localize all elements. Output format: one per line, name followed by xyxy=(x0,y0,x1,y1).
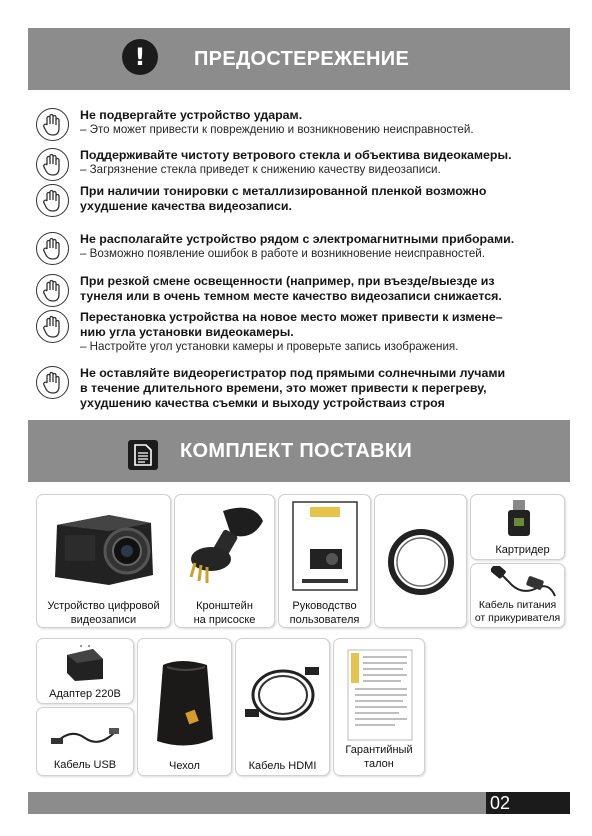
warning-detail: – Загрязнение стекла приведет к снижению качеству видеозаписи. xyxy=(80,163,441,176)
kit-label: Картридер xyxy=(495,544,550,556)
warning-heading: Не подвергайте устройство ударам. xyxy=(80,108,303,122)
warning-heading: При наличии тонировки с металлизированной пленкой возможно ухудшение качества видеозаписи. xyxy=(80,184,487,213)
warning-text xyxy=(80,274,580,304)
hand-stop-icon xyxy=(36,310,69,343)
warranty-card-icon xyxy=(347,649,413,741)
warning-detail: – Это может привести к повреждению и возникновению неисправностей. xyxy=(80,123,474,136)
hand-stop-icon xyxy=(36,108,69,141)
kit-item-warranty xyxy=(333,638,425,776)
warning-text xyxy=(80,310,580,354)
camera-device-icon xyxy=(49,505,159,591)
hand-stop-icon xyxy=(36,366,69,399)
kit-item-lens-ring xyxy=(374,494,467,628)
pouch-icon xyxy=(151,659,221,749)
kit-item-card-reader xyxy=(470,494,565,560)
page-number: 02 xyxy=(486,792,570,814)
kit-label: Адаптер 220В xyxy=(49,688,121,700)
kit-label: Руководство пользователя xyxy=(289,600,360,626)
kit-item-camera xyxy=(36,494,171,628)
warning-detail: – Возможно появление ошибок в работе и возникновение неисправностей. xyxy=(80,247,485,260)
wall-adapter-icon xyxy=(63,645,107,683)
exclamation-icon: ! xyxy=(122,39,158,75)
warning-text xyxy=(80,232,580,261)
warning-heading: Не оставляйте видеорегистратор под прямыми солнечными лучами в течение длительного времени, это может привести к перегреву, ухудшению качества съемки и выходу устройстваиз строя xyxy=(80,366,506,410)
lens-ring-icon xyxy=(386,527,456,597)
warning-text xyxy=(80,108,580,137)
kit-item-adapter xyxy=(36,638,134,704)
kit-item-car-cable xyxy=(470,563,565,628)
kit-item-pouch xyxy=(137,638,232,776)
suction-mount-icon xyxy=(183,501,269,591)
warning-text xyxy=(80,148,580,177)
warning-banner xyxy=(28,28,570,90)
car-charger-cable-icon xyxy=(491,566,561,602)
hand-stop-icon xyxy=(36,148,69,181)
warning-heading: Не располагайте устройство рядом с электромагнитными приборами. xyxy=(80,232,515,246)
warning-text xyxy=(80,184,580,214)
hdmi-cable-icon xyxy=(243,661,323,731)
hand-stop-icon xyxy=(36,184,69,217)
user-manual-icon xyxy=(292,501,358,591)
kit-label: Кабель HDMI xyxy=(248,760,317,772)
warning-heading: При резкой смене освещенности (например, при въезде/выезде из тунеля или в очень темном месте качество видеозаписи снижается. xyxy=(80,274,502,303)
kit-banner xyxy=(28,420,570,482)
kit-item-manual xyxy=(278,494,371,628)
kit-label: Гарантийный талон xyxy=(345,744,413,770)
document-icon xyxy=(128,440,158,470)
warning-text xyxy=(80,366,580,411)
kit-title: КОМПЛЕКТ ПОСТАВКИ xyxy=(180,440,413,462)
kit-label: Устройство цифровой видеозаписи xyxy=(47,600,160,626)
kit-label: Кронштейн на присоске xyxy=(193,600,256,626)
hand-stop-icon xyxy=(36,274,69,307)
warning-heading: Перестановка устройства на новое место может привести к измене– нию угла установки видеокамеры. xyxy=(80,310,503,339)
warning-heading: Поддерживайте чистоту ветрового стекла и объектива видеокамеры. xyxy=(80,148,512,162)
kit-label: Кабель питания от прикуривателя xyxy=(474,599,561,624)
hand-stop-icon xyxy=(36,232,69,265)
kit-item-hdmi-cable xyxy=(235,638,330,776)
kit-item-usb-cable xyxy=(36,707,134,776)
card-reader-icon xyxy=(504,500,534,538)
warning-title: ПРЕДОСТЕРЕЖЕНИЕ xyxy=(194,48,410,70)
warning-detail: – Настройте угол установки камеры и проверьте запись изображения. xyxy=(80,340,459,353)
kit-label: Кабель USB xyxy=(53,759,117,771)
usb-cable-icon xyxy=(51,722,121,752)
kit-item-mount xyxy=(174,494,275,628)
kit-label: Чехол xyxy=(169,760,200,772)
